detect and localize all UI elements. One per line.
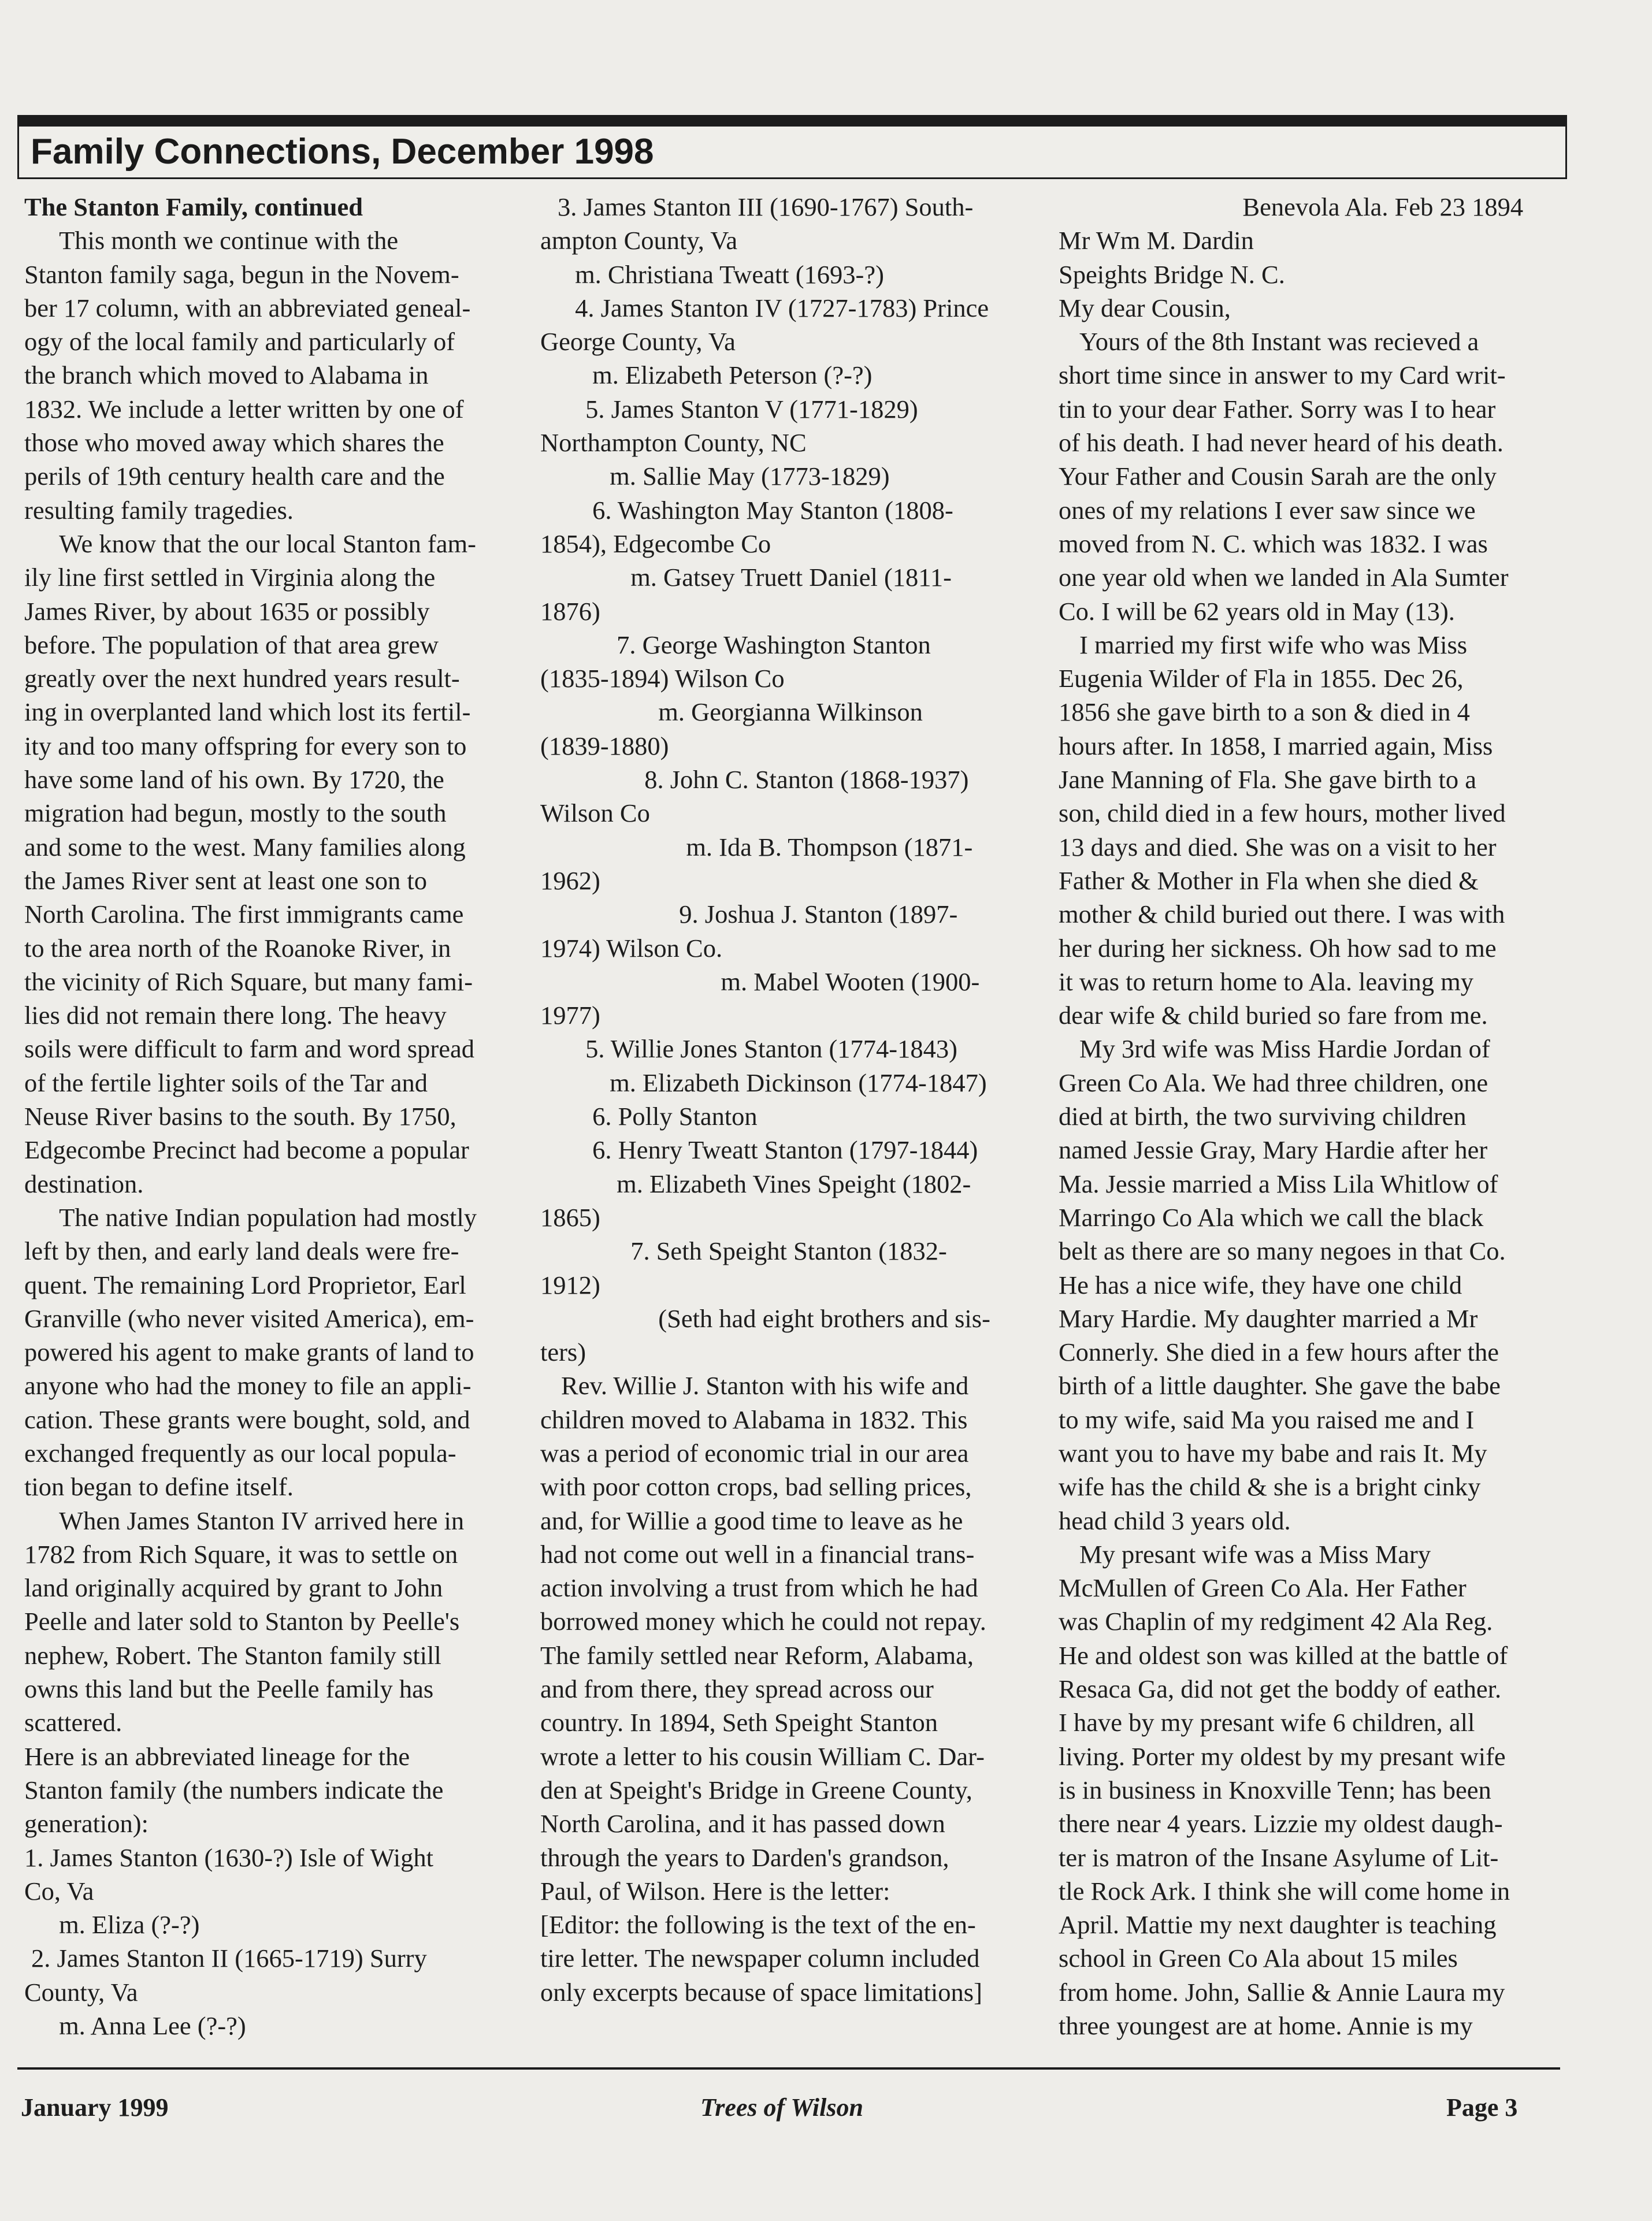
text-line: Stanton family (the numbers indicate the [24,1775,444,1804]
text-line: We know that the our local Stanton fam- [59,529,476,558]
article-column-1 [24,190,477,2042]
text-line: 1977) [540,1001,600,1030]
text-line: ing in overplanted land which lost its fertil- [24,697,471,727]
text-line: the vicinity of Rich Square, but many fami- [24,967,473,996]
text-line: Neuse River basins to the south. By 1750, [24,1102,456,1131]
text-line: 1865) [540,1202,600,1232]
text-line: through the years to Darden's grandson, [540,1843,949,1872]
text-line: My dear Cousin, [1059,293,1231,322]
text-line: 1. James Stanton (1630-?) Isle of Wight [24,1843,434,1872]
text-line: short time since in answer to my Card writ- [1059,361,1506,390]
text-line: He has a nice wife, they have one child [1059,1270,1462,1299]
text-line: North Carolina. The first immigrants came [24,900,464,929]
text-line: m. Elizabeth Peterson (?-?) [592,361,873,390]
text-line: destination. [24,1169,144,1198]
text-line: The Stanton Family, continued [24,192,363,221]
text-line: I have by my presant wife 6 children, all [1059,1708,1475,1737]
text-line: ber 17 column, with an abbreviated geneal- [24,293,471,322]
text-line: to my wife, said Ma you raised me and I [1059,1405,1475,1434]
text-line: ones of my relations I ever saw since we [1059,495,1476,525]
text-line: Stanton family saga, begun in the Novem- [24,259,459,289]
text-line: died at birth, the two surviving children [1059,1102,1467,1131]
text-line: The native Indian population had mostly [59,1202,477,1232]
text-line: was a period of economic trial in our area [540,1438,969,1468]
text-line: Benevola Ala. Feb 23 1894 [1242,192,1524,221]
text-line: 1856 she gave birth to a son & died in 4 [1059,697,1470,727]
text-line: ogy of the local family and particularly of [24,327,455,356]
text-line: My 3rd wife was Miss Hardie Jordan of [1079,1034,1490,1064]
text-line: 13 days and died. She was on a visit to her [1059,832,1497,861]
text-line: the James River sent at least one son to [24,866,428,895]
text-line: 8. John C. Stanton (1868-1937) [644,765,969,794]
text-line: scattered. [24,1708,122,1737]
section-title: Family Connections, December 1998 [31,132,654,172]
text-line: James River, by about 1635 or possibly [24,596,430,626]
text-line: of the fertile lighter soils of the Tar and [24,1068,428,1097]
text-line: three youngest are at home. Annie is my [1059,2011,1473,2041]
text-line: land originally acquired by grant to John [24,1573,443,1603]
text-line: head child 3 years old. [1059,1506,1291,1535]
text-line: wrote a letter to his cousin William C. Dar- [540,1741,985,1771]
text-line: exchanged frequently as our local popula- [24,1438,456,1468]
text-line: m. Eliza (?-?) [59,1910,200,1940]
text-line: 6. Henry Tweatt Stanton (1797-1844) [592,1135,978,1165]
text-line: owns this land but the Peelle family has [24,1674,434,1704]
text-line: Northampton County, NC [540,428,807,458]
text-line: m. Elizabeth Dickinson (1774-1847) [610,1068,987,1097]
text-line: ter is matron of the Insane Asylume of Lit- [1059,1843,1499,1872]
text-line: 7. George Washington Stanton [617,630,931,659]
text-line: mother & child buried out there. I was with [1059,900,1505,929]
text-line: left by then, and early land deals were fre- [24,1236,459,1266]
text-line: Green Co Ala. We had three children, one [1059,1068,1488,1097]
text-line: m. Sallie May (1773-1829) [610,462,890,491]
text-line: ampton County, Va [540,226,738,255]
text-line: Eugenia Wilder of Fla in 1855. Dec 26, [1059,664,1464,693]
text-line: hours after. In 1858, I married again, Miss [1059,731,1493,760]
text-line: anyone who had the money to file an appli- [24,1371,472,1401]
text-line: want you to have my babe and rais It. My [1059,1438,1487,1468]
text-line: is in business in Knoxville Tenn; has been [1059,1775,1491,1804]
text-line: Peelle and later sold to Stanton by Peelle's [24,1607,460,1636]
text-line: 9. Joshua J. Stanton (1897- [679,900,958,929]
text-line: 4. James Stanton IV (1727-1783) Prince [575,293,989,322]
text-line: 6. Washington May Stanton (1808- [592,495,953,525]
text-line: Ma. Jessie married a Miss Lila Whitlow of [1059,1169,1498,1198]
text-line: nephew, Robert. The Stanton family still [24,1640,441,1670]
text-line: m. Mabel Wooten (1900- [721,967,980,996]
text-line: ters) [540,1338,586,1367]
text-line: birth of a little daughter. She gave the babe [1059,1371,1501,1401]
text-line: 2. James Stanton II (1665-1719) Surry [31,1944,427,1973]
text-line: Marringo Co Ala which we call the black [1059,1202,1484,1232]
text-line: m. Ida B. Thompson (1871- [686,832,973,861]
text-line: Wilson Co [540,798,650,828]
text-line: and some to the west. Many families along [24,832,466,861]
text-line: m. Georgianna Wilkinson [658,697,923,727]
text-line: Mr Wm M. Dardin [1059,226,1254,255]
text-line: have some land of his own. By 1720, the [24,765,444,794]
text-line: Here is an abbreviated lineage for the [24,1741,410,1771]
text-line: McMullen of Green Co Ala. Her Father [1059,1573,1467,1603]
text-line: (1835-1894) Wilson Co [540,664,785,693]
text-line: m. Anna Lee (?-?) [59,2011,246,2041]
text-line: Speights Bridge N. C. [1059,259,1285,289]
text-line: country. In 1894, Seth Speight Stanton [540,1708,938,1737]
footer-publication: Trees of Wilson [700,2093,863,2122]
text-line: powered his agent to make grants of land to [24,1338,474,1367]
text-line: wife has the child & she is a bright cinky [1059,1472,1481,1502]
text-line: 1854), Edgecombe Co [540,529,771,558]
text-line: school in Green Co Ala about 15 miles [1059,1944,1458,1973]
text-line: of his death. I had never heard of his death. [1059,428,1503,458]
text-line: Rev. Willie J. Stanton with his wife and [561,1371,969,1401]
text-line: quent. The remaining Lord Proprietor, Earl [24,1270,466,1299]
text-line: 1782 from Rich Square, it was to settle on [24,1539,458,1569]
text-line: greatly over the next hundred years result- [24,664,460,693]
text-line: before. The population of that area grew [24,630,439,659]
footer-page-number: Page 3 [1446,2093,1518,2122]
text-line: Co, Va [24,1876,94,1906]
text-line: 5. James Stanton V (1771-1829) [585,394,918,424]
text-line: cation. These grants were bought, sold, and [24,1405,470,1434]
text-line: tle Rock Ark. I think she will come home in [1059,1876,1510,1906]
article-column-2 [540,190,990,2009]
text-line: 1832. We include a letter written by one of [24,394,464,424]
header-rule [17,115,1567,127]
text-line: living. Porter my oldest by my presant wife [1059,1741,1506,1771]
text-line: (Seth had eight brothers and sis- [658,1303,990,1333]
text-line: and, for Willie a good time to leave as he [540,1506,963,1535]
text-line: He and oldest son was killed at the battle of [1059,1640,1508,1670]
text-line: (1839-1880) [540,731,669,760]
text-line: April. Mattie my next daughter is teaching [1059,1910,1497,1940]
text-line: perils of 19th century health care and the [24,462,445,491]
text-line: Yours of the 8th Instant was recieved a [1079,327,1479,356]
text-line: m. Elizabeth Vines Speight (1802- [617,1169,971,1198]
text-line: m. Christiana Tweatt (1693-?) [575,259,884,289]
text-line: to the area north of the Roanoke River, in [24,933,451,963]
text-line: Granville (who never visited America), em- [24,1303,474,1333]
text-line: had not come out well in a financial trans- [540,1539,975,1569]
text-line: m. Gatsey Truett Daniel (1811- [630,563,952,592]
article-column-3 [1059,190,1523,2042]
text-line: 6. Polly Stanton [592,1102,758,1131]
text-line: [Editor: the following is the text of the en- [540,1910,976,1940]
section-banner [17,127,1567,179]
text-line: ity and too many offspring for every son to [24,731,467,760]
text-line: dear wife & child buried so fare from me. [1059,1001,1488,1030]
text-line: migration had begun, mostly to the south [24,798,447,828]
text-line: George County, Va [540,327,736,356]
text-line: Edgecombe Precinct had become a popular [24,1135,469,1165]
text-line: This month we continue with the [59,226,399,255]
text-line: Jane Manning of Fla. She gave birth to a [1059,765,1476,794]
text-line: 1974) Wilson Co. [540,933,723,963]
text-line: When James Stanton IV arrived here in [59,1506,465,1535]
text-line: one year old when we landed in Ala Sumter [1059,563,1509,592]
text-line: den at Speight's Bridge in Greene County, [540,1775,972,1804]
text-line: 1962) [540,866,600,895]
text-line: I married my first wife who was Miss [1079,630,1468,659]
text-line: County, Va [24,1977,138,2007]
text-line: action involving a trust from which he had [540,1573,978,1603]
text-line: Connerly. She died in a few hours after the [1059,1338,1499,1367]
text-line: My presant wife was a Miss Mary [1079,1539,1431,1569]
text-line: The family settled near Reform, Alabama, [540,1640,974,1670]
text-line: Paul, of Wilson. Here is the letter: [540,1876,890,1906]
text-line: soils were difficult to farm and word spread [24,1034,474,1064]
text-line: 1876) [540,596,600,626]
text-line: it was to return home to Ala. leaving my [1059,967,1474,996]
text-line: 1912) [540,1270,600,1299]
text-line: belt as there are so many negoes in that Co. [1059,1236,1506,1266]
text-line: named Jessie Gray, Mary Hardie after her [1059,1135,1488,1165]
text-line: resulting family tragedies. [24,495,294,525]
text-line: Co. I will be 62 years old in May (13). [1059,596,1455,626]
text-line: lies did not remain there long. The heavy [24,1001,447,1030]
text-line: those who moved away which shares the [24,428,444,458]
text-line: tin to your dear Father. Sorry was I to hear [1059,394,1496,424]
text-line: Mary Hardie. My daughter married a Mr [1059,1303,1478,1333]
text-line: children moved to Alabama in 1832. This [540,1405,968,1434]
text-line: was Chaplin of my redgiment 42 Ala Reg. [1059,1607,1493,1636]
text-line: borrowed money which he could not repay. [540,1607,986,1636]
text-line: from home. John, Sallie & Annie Laura my [1059,1977,1505,2007]
text-line: 3. James Stanton III (1690-1767) South- [558,192,974,221]
text-line: with poor cotton crops, bad selling prices, [540,1472,972,1502]
text-line: tion began to define itself. [24,1472,294,1502]
text-line: 7. Seth Speight Stanton (1832- [630,1236,947,1266]
text-line: her during her sickness. Oh how sad to me [1059,933,1497,963]
text-line: ily line first settled in Virginia along the [24,563,436,592]
text-line: son, child died in a few hours, mother lived [1059,798,1506,828]
text-line: Father & Mother in Fla when she died & [1059,866,1479,895]
text-line: Your Father and Cousin Sarah are the only [1059,462,1497,491]
text-line: only excerpts because of space limitations] [540,1977,982,2007]
text-line: 5. Willie Jones Stanton (1774-1843) [585,1034,957,1064]
text-line: and from there, they spread across our [540,1674,934,1704]
text-line: tire letter. The newspaper column included [540,1944,980,1973]
text-line: moved from N. C. which was 1832. I was [1059,529,1488,558]
footer-rule [17,2067,1560,2070]
text-line: Resaca Ga, did not get the boddy of eather. [1059,1674,1502,1704]
text-line: the branch which moved to Alabama in [24,361,429,390]
text-line: North Carolina, and it has passed down [540,1809,945,1839]
text-line: there near 4 years. Lizzie my oldest daugh- [1059,1809,1503,1839]
footer-date: January 1999 [21,2093,169,2122]
text-line: generation): [24,1809,149,1839]
